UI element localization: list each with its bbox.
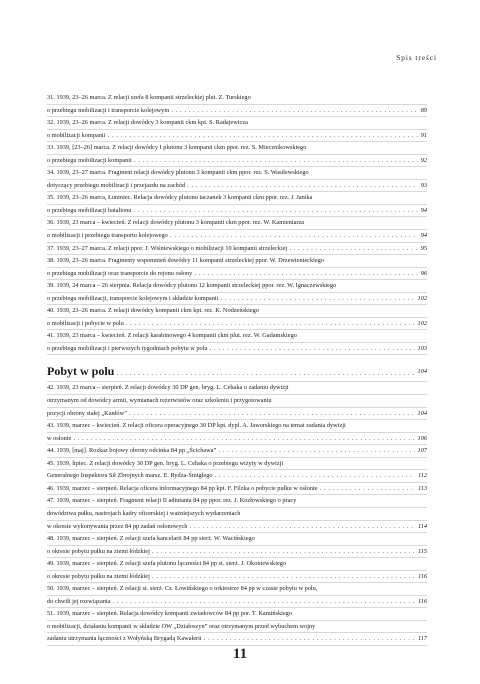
toc-entry-last-line[interactable] — [47, 483, 427, 496]
toc-entry-last-line[interactable] — [47, 243, 427, 256]
toc-group-field-service — [47, 382, 427, 645]
toc-entry-text: otrzymanym od dowódcy armii, wymianach rezerwistów oraz szkoleniu i przygotowaniu — [47, 397, 272, 405]
toc-entry-last-line[interactable] — [47, 343, 427, 356]
toc-entry-page-number: 116 — [415, 596, 427, 608]
toc-entry-line[interactable] — [47, 495, 427, 508]
toc-entry-last-line[interactable] — [47, 571, 427, 584]
toc-entry-page-number: 92 — [418, 155, 427, 167]
toc-entry-text: o mobilizacji i pobycie w polu . . . — [47, 320, 427, 327]
toc-entry-page-number: 106 — [415, 433, 427, 445]
toc-entry-last-line[interactable] — [47, 433, 427, 446]
toc-entry-last-line[interactable] — [47, 470, 427, 483]
toc-entry-text: 33. 1939, [23–26] marca. Z relacji dowódcy I plutonu 3 kompanii ckm ppor. rez. S. Miecznikowskiego — [47, 144, 307, 152]
toc-entry-page-number: 91 — [418, 130, 427, 142]
toc-entry-page-number: 114 — [415, 521, 427, 533]
toc-entry-line[interactable] — [47, 458, 427, 471]
folio-page-number: 11 — [232, 646, 248, 662]
toc-entry-page-number: 93 — [418, 180, 427, 192]
toc-entry-last-line[interactable] — [47, 105, 427, 118]
toc-entry-page-number: 115 — [415, 546, 427, 558]
toc-entry-text: 41. 1939, 23 marca – kwiecień. Z relacji karabinowego 4 kompanii ckm plut. rez. W. Gadamskiego — [47, 332, 297, 340]
toc-entry-text: dowództwa pułku, nastrojach kadry oficerskiej i ważniejszych wydarzeniach — [47, 509, 241, 517]
toc-entry-text: o przebiegu mobilizacji batalionu . . . — [47, 207, 427, 214]
toc-entry-last-line[interactable] — [47, 230, 427, 243]
toc-entry-text: pozycji obrony stałej „Kanłów” . . . — [47, 410, 427, 417]
toc-entry-last-line[interactable] — [47, 445, 427, 458]
toc-entry-last-line[interactable] — [47, 130, 427, 143]
toc-entry-line[interactable] — [47, 395, 427, 408]
toc-entry-page-number: 102 — [415, 318, 427, 330]
toc-entry-text: o okresie pobytu pułku na ziemi łódzkiej . . . — [47, 548, 427, 555]
toc-entry-page-number: 102 — [415, 293, 427, 305]
toc-entry-text: 38. 1939, 23–26 marca. Fragmenty wspomnień dowódcy 11 kompanii strzeleckiej ppor. W. Drzewienieckiego — [47, 257, 324, 265]
toc-entry-text: 42. 1939, 23 marca – sierpień. Z relacji dowódcy 30 DP gen. bryg. L. Cehaka o zadaniu dywizji — [47, 384, 289, 392]
section-page-number: 104 — [415, 361, 427, 382]
toc-entry-text: 37. 1939, 23–27 marca. Z relacji ppor. J. Wiśniewskiego o mobilizacji 10 kompanii strzeleckiej . . . — [47, 245, 427, 252]
toc-entry-page-number: 107 — [415, 445, 427, 457]
toc-entry-text: 31. 1939, 23–26 marca. Z relacji szefa 8 kompanii strzeleckiej plut. Z. Turskiego — [47, 94, 251, 101]
toc-entry-text: 43. 1939, marzec – kwiecień. Z relacji oficera operacyjnego 30 DP kpt. dypl. A. Jaworskiego na temat zadania dywizji — [47, 422, 346, 430]
toc-entry-last-line[interactable] — [47, 205, 427, 218]
toc-entry-last-line[interactable] — [47, 318, 427, 331]
toc-entry-last-line[interactable] — [47, 293, 427, 306]
toc-entry-page-number: 94 — [418, 230, 427, 242]
toc-entry-line[interactable] — [47, 420, 427, 433]
toc-entry-text: o okresie pobytu pułku na ziemi łódzkiej . . . — [47, 573, 427, 580]
toc-entry-line[interactable] — [47, 255, 427, 268]
toc-entry-line[interactable] — [47, 92, 427, 105]
toc-entry-text: w osłonie . . . — [47, 435, 427, 442]
toc-entry-line[interactable] — [47, 217, 427, 230]
toc-entry-line[interactable] — [47, 508, 427, 521]
toc-group-mobilization — [47, 92, 427, 355]
toc-entry-text: 35. 1939, 23–26 marca, Łuniniec. Relacja dowódcy plutonu taczanek 3 kompanii ckm ppor. rez. J. Janika — [47, 194, 313, 202]
toc-entry-text: o przebiegu mobilizacji i pierwszych tygodniach pobytu w polu . . . — [47, 345, 427, 352]
toc-entry-last-line[interactable] — [47, 408, 427, 421]
toc-entry-text: o przebiegu mobilizacji kompanii . . . — [47, 157, 427, 164]
toc-entry-line[interactable] — [47, 142, 427, 155]
toc-entry-last-line[interactable] — [47, 180, 427, 193]
toc-entry-line[interactable] — [47, 280, 427, 293]
toc-entry-text: 47. 1939, marzec – sierpień. Fragment relacji II adiutanta 84 pp ppor. rez. J. Kozłowskiego o pracy — [47, 497, 297, 505]
toc-entry-line[interactable] — [47, 330, 427, 343]
toc-entry-text: 32. 1939, 23–26 marca. Z relacji dowódcy 3 kompanii ckm kpt. S. Radajewicza — [47, 119, 248, 127]
toc-entry-page-number: 89 — [418, 105, 427, 117]
toc-entry-text: 40. 1939, 23–26 marca. Z relacji dowódcy kompanii ckm kpt. rez. K. Nodzeńskiego — [47, 307, 259, 315]
toc-entry-text: 49. 1939, marzec – sierpień. Z relacji szefa plutonu łączności 84 pp st. sierż. J. Okoniewskiego — [47, 560, 287, 568]
toc-entry-page-number: 103 — [415, 343, 427, 355]
toc-entry-text: 45. 1939, lipiec. Z relacji dowódcy 30 DP gen. bryg. L. Cehaka o przebiegu wizyty w dywizji — [47, 459, 284, 467]
toc-entry-line[interactable] — [47, 305, 427, 318]
toc-entry-line[interactable] — [47, 583, 427, 596]
toc-entry-page-number: 96 — [418, 268, 427, 280]
toc-entry-text: 36. 1939, 23 marca – kwiecień. Z relacji dowódcy plutonu 3 kompanii ckm ppor. rez. W. Kamieniarza — [47, 219, 305, 227]
table-of-contents — [47, 92, 427, 646]
toc-entry-text: zadaniu utrzymania łączności z Wołyńską Brygadą Kawalerii . . . — [47, 635, 427, 642]
toc-entry-page-number: 95 — [418, 243, 427, 255]
toc-entry-line[interactable] — [47, 167, 427, 180]
toc-entry-text: o mobilizacji i przebiegu transportu kolejowego . . . — [47, 232, 427, 239]
toc-entry-last-line[interactable] — [47, 521, 427, 534]
toc-entry-line[interactable] — [47, 533, 427, 546]
toc-entry-text: do chwili jej rozwiązania . . . — [47, 598, 427, 605]
toc-entry-page-number: 117 — [415, 633, 427, 645]
toc-entry-line[interactable] — [47, 608, 427, 621]
toc-entry-last-line[interactable] — [47, 155, 427, 168]
toc-entry-text: o przebiegu mobilizacji i transporcie kolejowym . . . — [47, 107, 427, 114]
toc-entry-last-line[interactable] — [47, 268, 427, 281]
toc-entry-text: 46. 1939, marzec – sierpień. Relacja oficera informacyjnego 84 pp kpt. F. Filzka o pobycie pułku w osłonie . . . — [47, 485, 427, 492]
toc-entry-text: 39. 1939, 24 marca – 26 sierpnia. Relacja dowódcy plutonu 12 kompanii strzeleckiej ppor. rez. W. Ignaczewskiego — [47, 282, 337, 290]
toc-entry-page-number: 112 — [415, 470, 427, 482]
toc-entry-text: dotyczący przebiegu mobilizacji i przejazdu na zachód . . . — [47, 182, 427, 189]
toc-entry-line[interactable] — [47, 382, 427, 395]
toc-entry-text: w okresie wykonywania przez 84 pp zadań osłonowych . . . — [47, 523, 427, 530]
toc-entry-last-line[interactable] — [47, 596, 427, 609]
toc-entry-page-number: 94 — [418, 205, 427, 217]
toc-entry-page-number: 116 — [415, 571, 427, 583]
toc-entry-text: 34. 1939, 23–27 marca. Fragment relacji dowódcy plutonu 3 kompanii ckm ppor. rez. S. Wasilewskiego — [47, 169, 309, 177]
toc-section-heading[interactable] — [47, 361, 427, 382]
running-title: Spis treści — [396, 54, 437, 62]
toc-entry-page-number: 104 — [415, 408, 427, 420]
toc-entry-page-number: 113 — [415, 483, 427, 495]
toc-entry-text: 48. 1939, marzec – sierpień. Z relacji szefa kancelarii 84 pp sierż. W. Wacińskiego — [47, 535, 255, 543]
toc-entry-text: 51. 1939, marzec – sierpień. Relacja dowódcy kompanii zwiadowców 84 pp por. T. Kamińskiego — [47, 610, 292, 618]
toc-entry-text: o mobilizacji kompanii . . . — [47, 132, 427, 139]
toc-entry-text: 44. 1939, [maj]. Rozkaz bojowy obrony odcinka 84 pp „Ścichawa” . . . — [47, 447, 427, 454]
toc-entry-text: o przebiegu mobilizacji oraz transporcie do rejonu osłony . . . — [47, 270, 427, 277]
toc-entry-line[interactable] — [47, 117, 427, 130]
toc-entry-last-line[interactable] — [47, 546, 427, 559]
toc-entry-text: Generalnego Inspektora Sił Zbrojnych marsz. E. Rydza-Śmigłego . . . — [47, 472, 427, 479]
toc-entry-line[interactable] — [47, 192, 427, 205]
toc-entry-line[interactable] — [47, 621, 427, 634]
toc-entry-text: o przebiegu mobilizacji, transporcie kolejowym i składzie kompanii . . . — [47, 295, 427, 302]
toc-entry-text: 50. 1939, marzec – sierpień. Z relacji st. sierż. Cz. Łowińskiego o orkiestrze 84 pp w czasie pobytu w polu, — [47, 585, 318, 593]
section-title: Pobyt w polu . . . — [47, 364, 427, 378]
toc-entry-last-line[interactable] — [47, 633, 427, 646]
toc-entry-line[interactable] — [47, 558, 427, 571]
toc-entry-text: o mobilizacji, działaniu kompanii w składzie OW „Działoszyn” oraz otrzymanym przed wybuchem wojny — [47, 622, 316, 630]
